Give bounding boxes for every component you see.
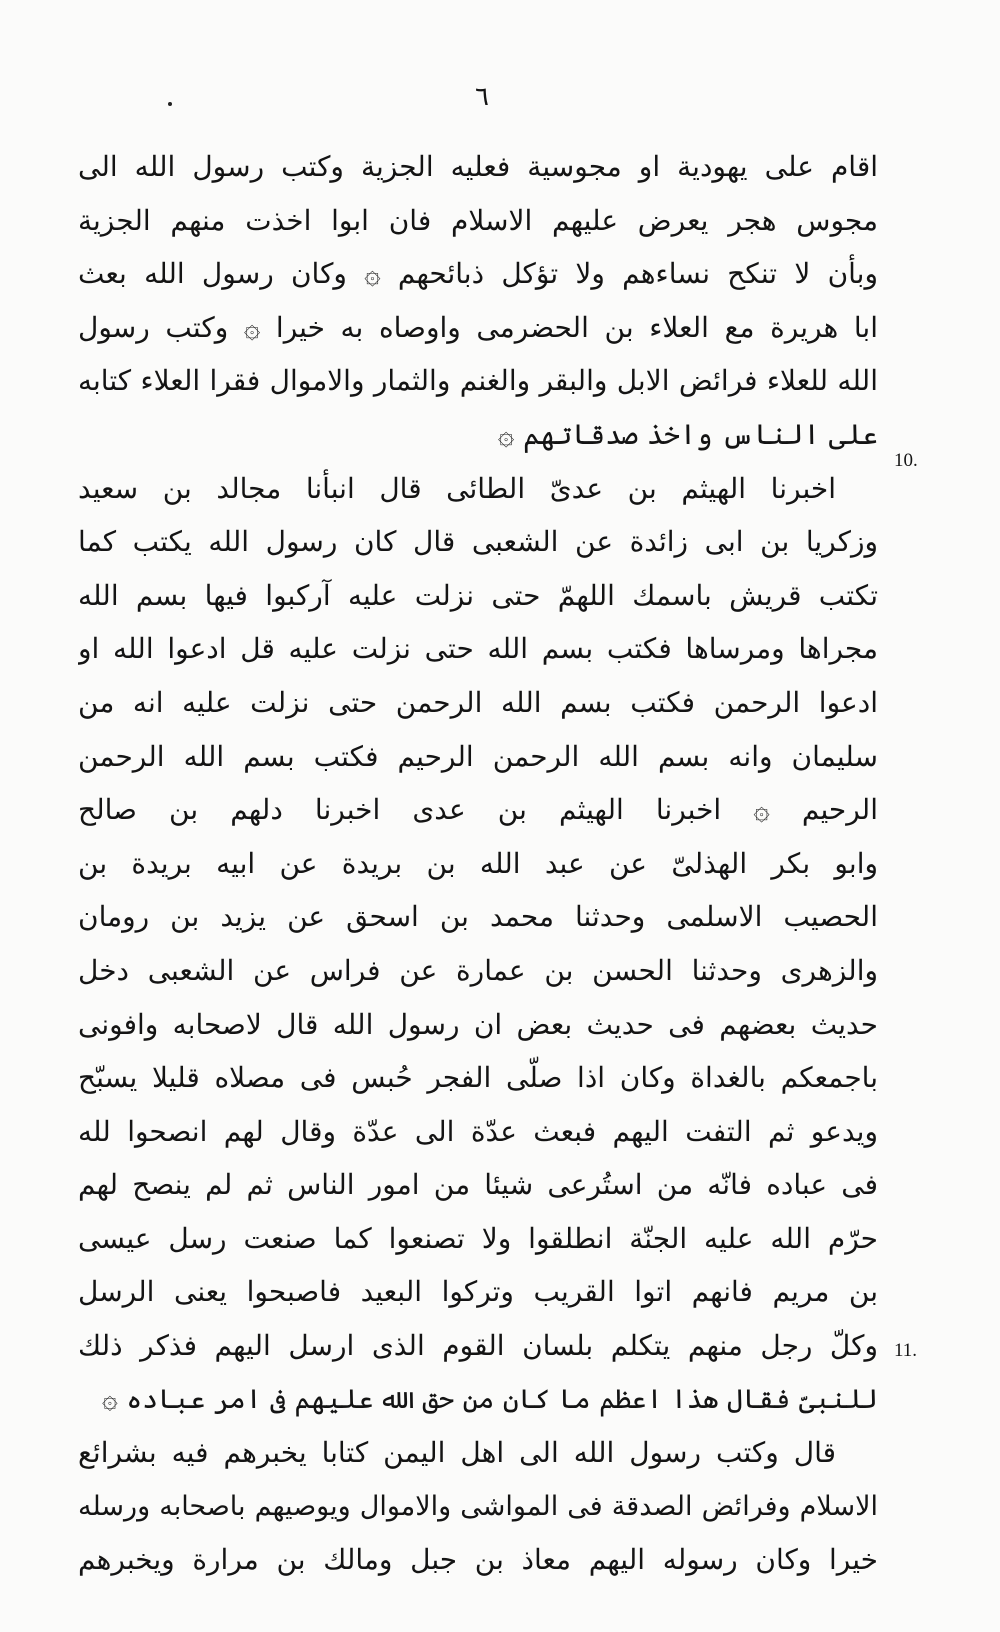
arabic-text-block: [78, 140, 878, 1587]
text-line: اقام على يهودية او مجوسية فعليه الجزية وكتب رسول الله الى: [78, 150, 878, 183]
text-line: حرّم الله عليه الجنّة انطلقوا ولا تصنعوا كما صنعت رسل عيسى: [78, 1221, 878, 1255]
text-line: على الناس واخذ صدقاتهم ۞: [497, 417, 878, 451]
text-line: ابا هريرة مع العلاء بن الحضرمى واوصاه به خيرا ۞ وكتب رسول: [78, 310, 878, 344]
text-line: الرحيم ۞ اخبرنا الهيثم بن عدى اخبرنا دلهم بن صالح: [78, 793, 878, 827]
text-line: اخبرنا الهيثم بن عدىّ الطائى قال انبأنا مجالد بن سعيد: [78, 471, 836, 505]
page-speck: [168, 102, 172, 106]
text-line: بن مريم فانهم اتوا القريب وتركوا البعيد فاصبحوا يعنى الرسل: [78, 1275, 878, 1309]
text-line: خيرا وكان رسوله اليهم معاذ بن جبل ومالك بن مرارة ويخبرهم: [78, 1543, 878, 1577]
text-line: وابو بكر الهذلىّ عن عبد الله بن بريدة عن ابيه بريدة بن: [78, 846, 878, 880]
text-line: تكتب قريش باسمك اللهمّ حتى نزلت عليه آركبوا فيها بسم الله: [78, 578, 878, 612]
text-line: مجوس هجر يعرض عليهم الاسلام فان ابوا اخذت منهم الجزية: [78, 203, 878, 237]
text-line: للنبىّ فقال هذا اعظم ما كان من حق الله عليهم فى امر عباده ۞: [101, 1383, 878, 1415]
text-line: سليمان وانه بسم الله الرحمن الرحيم فكتب بسم الله الرحمن: [78, 739, 878, 773]
text-line: الحصيب الاسلمى وحدثنا محمد بن اسحق عن يزيد بن رومان: [78, 900, 878, 934]
text-line: حديث بعضهم فى حديث بعض ان رسول الله قال لاصحابه وافونى: [78, 1007, 878, 1041]
page-number: ٦: [475, 82, 489, 112]
text-line: وكلّ رجل منهم يتكلم بلسان القوم الذى ارسل اليهم فذكر ذلك: [78, 1329, 878, 1363]
paragraph-number-10: 10.: [894, 450, 918, 471]
text-line: وزكريا بن ابى زائدة عن الشعبى قال كان رسول الله يكتب كما: [78, 525, 878, 559]
text-line: فى عباده فانّه من استُرعى شيئا من امور الناس ثم لم ينصح لهم: [78, 1168, 878, 1202]
text-line: الله للعلاء فرائض الابل والبقر والغنم والثمار والاموال فقرا العلاء كتابه: [78, 364, 878, 398]
text-line: قال وكتب رسول الله الى اهل اليمن كتابا يخبرهم فيه بشرائع: [78, 1436, 836, 1470]
text-line: باجمعكم بالغداة وكان اذا صلّى الفجر حُبس فى مصلاه قليلا يسبّح: [78, 1061, 878, 1095]
text-line: مجراها ومرساها فكتب بسم الله حتى نزلت عليه قل ادعوا الله او: [78, 632, 878, 666]
text-line: والزهرى وحدثنا الحسن بن عمارة عن فراس عن الشعبى دخل: [78, 953, 878, 987]
text-line: الاسلام وفرائض الصدقة فى المواشى والاموال ويوصيهم باصحابه ورسله: [78, 1490, 878, 1522]
text-line: ادعوا الرحمن فكتب بسم الله الرحمن حتى نزلت عليه انه من: [78, 685, 878, 719]
text-line: وبأن لا تنكح نساءهم ولا تؤكل ذبائحهم ۞ وكان رسول الله بعث: [78, 257, 878, 291]
text-line: ويدعو ثم التفت اليهم فبعث عدّة الى عدّة وقال لهم انصحوا لله: [78, 1114, 878, 1148]
paragraph-number-11: 11.: [894, 1340, 918, 1361]
